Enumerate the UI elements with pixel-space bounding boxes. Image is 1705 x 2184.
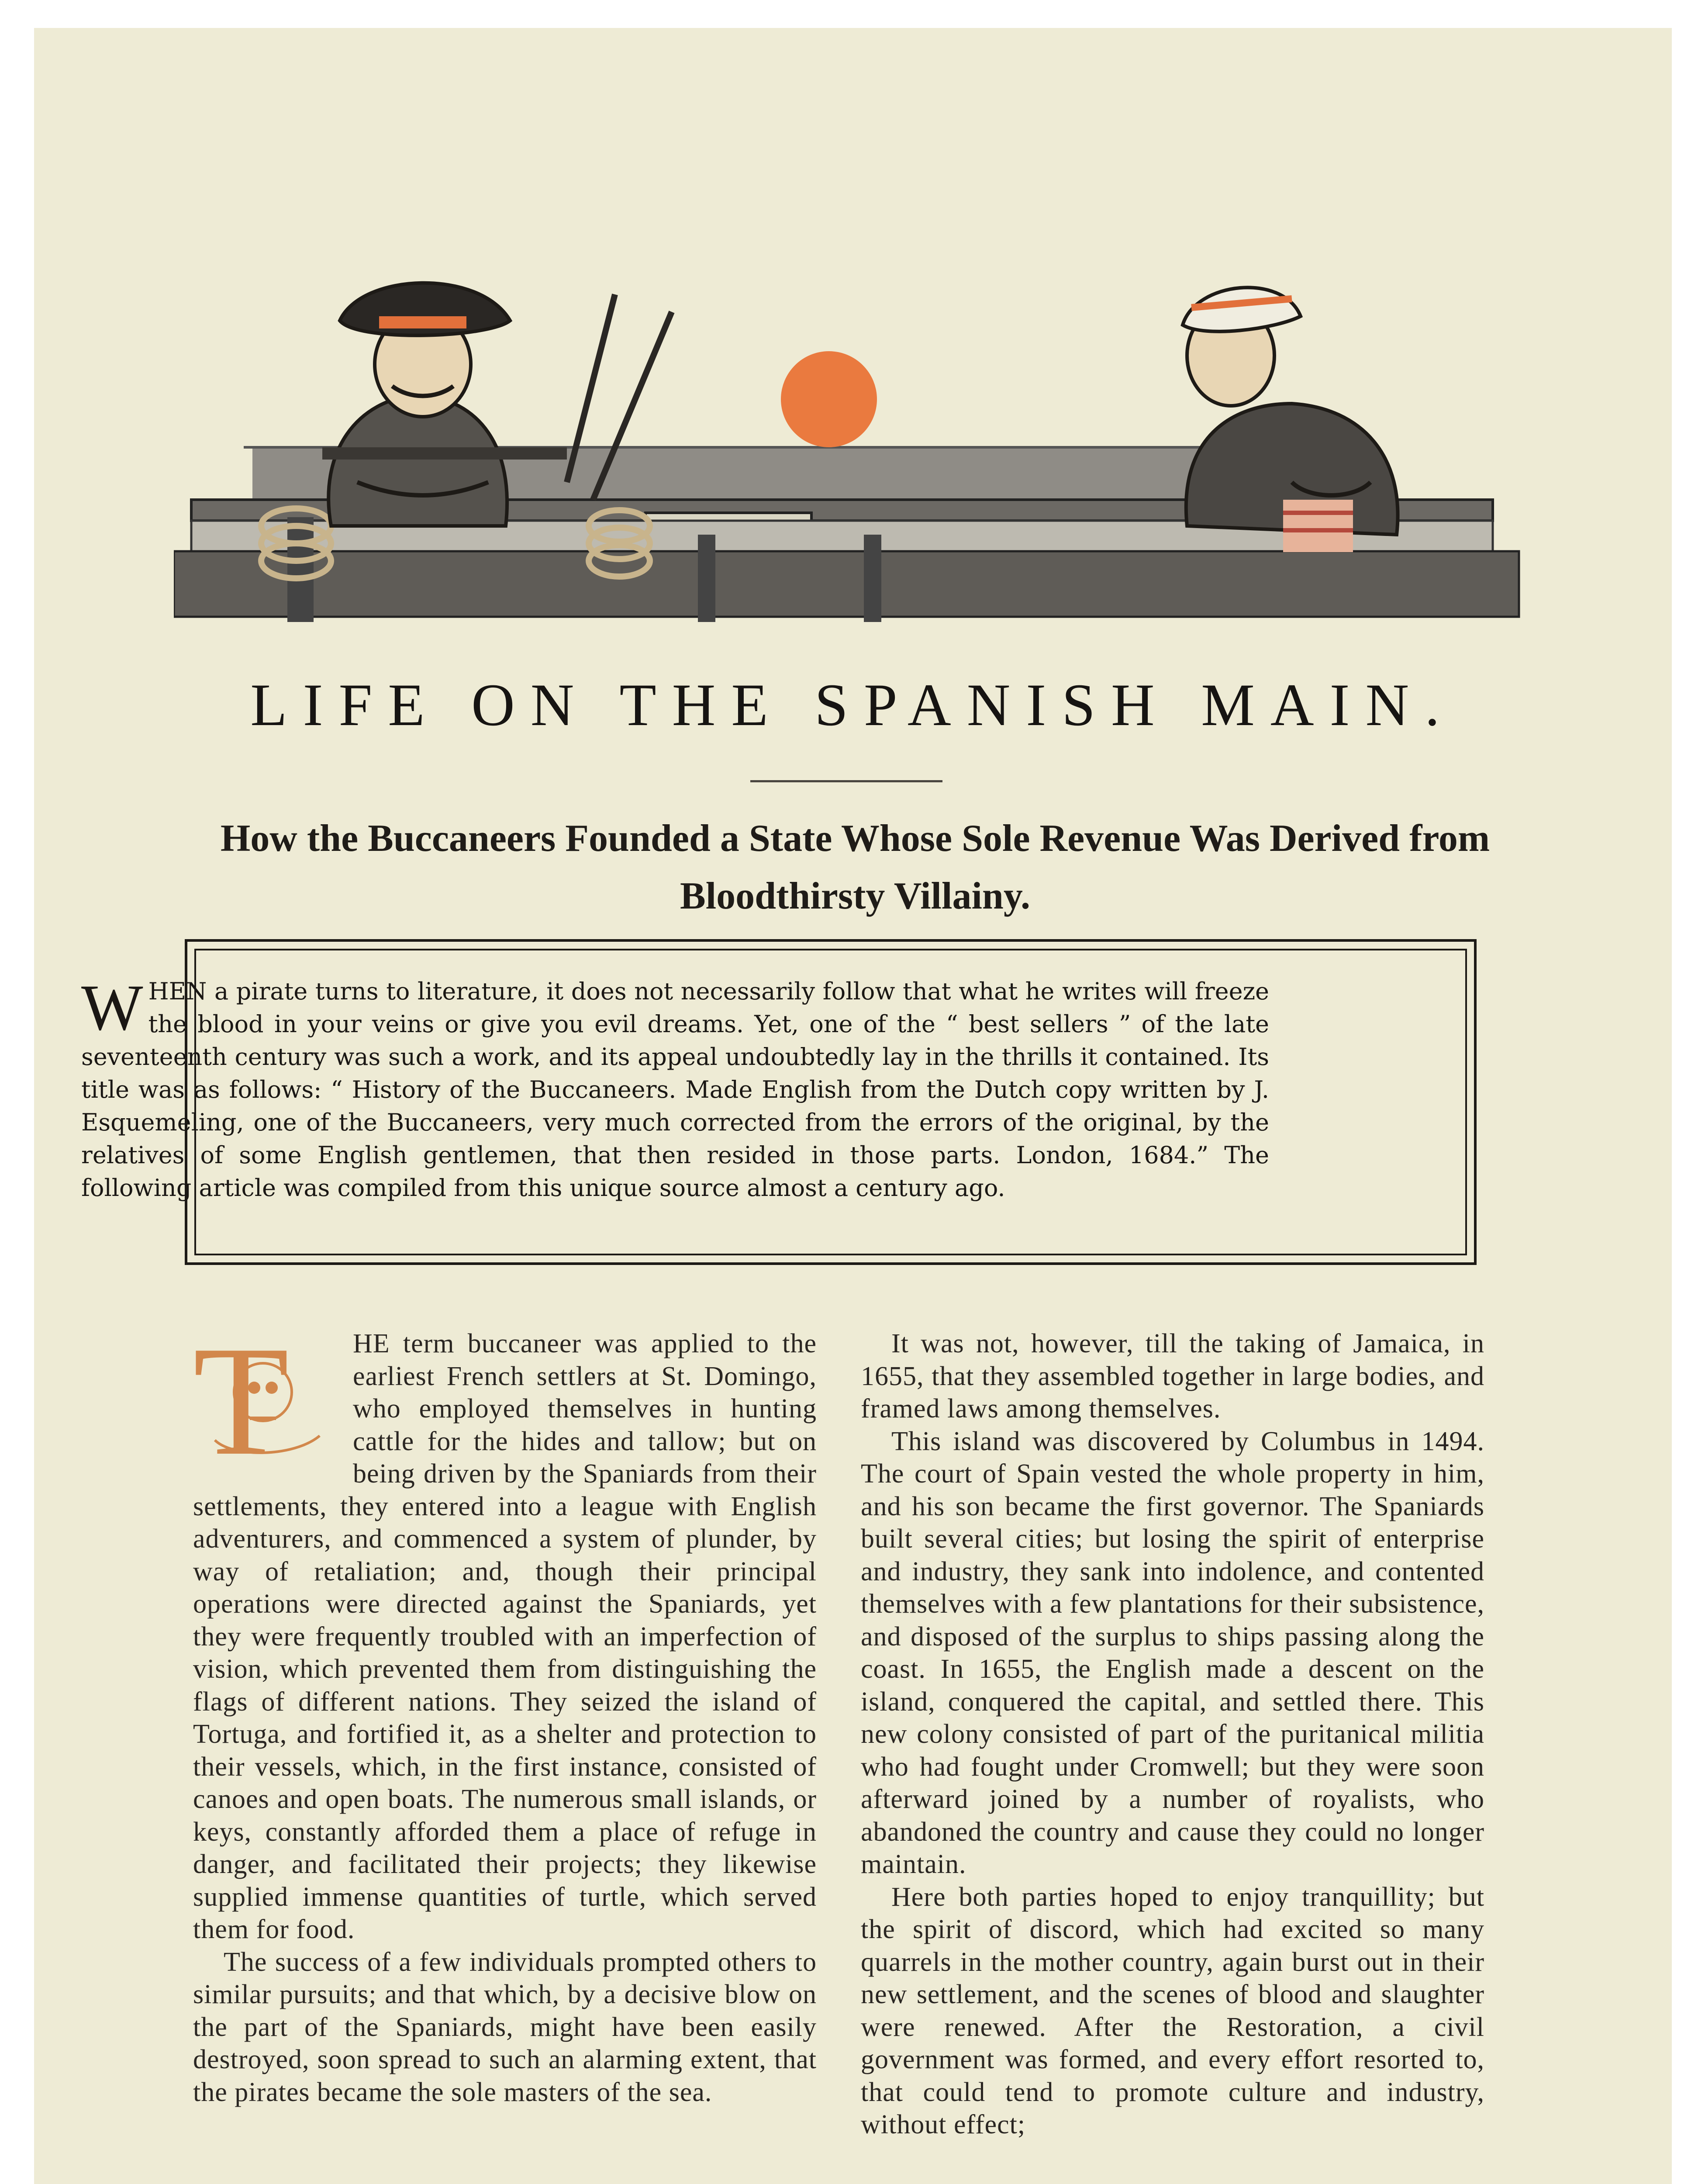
post bbox=[698, 535, 715, 622]
left-paragraph-2: The success of a few individuals prompted others to similar pursuits; and that which, by a decisive blow on the part of the Spaniards, might have been easily destroyed, soon spread to such an alarming extent, that the pirates became the sole masters of the sea. bbox=[193, 1947, 817, 2107]
body-dropcap: T bbox=[193, 1313, 290, 1488]
right-paragraph-3: Here both parties hoped to enjoy tranquillity; but the spirit of discord, which had excited so many quarrels in the mother country, again burst out in their new settlement, and the scenes of blood and slaughter were renewed. After the Restoration, a civil government was formed, and every effort resorted to, that could tend to promote culture and industry, without effect; bbox=[861, 1882, 1484, 2139]
post bbox=[864, 535, 881, 622]
dropcap-illustration bbox=[189, 1313, 346, 1489]
article-subtitle: How the Buccaneers Founded a State Whose Sole Revenue Was Derived from Bloodthirsty Villainy. bbox=[220, 817, 1490, 917]
article-title: LIFE ON THE SPANISH MAIN. bbox=[250, 671, 1456, 738]
pirates-illustration bbox=[174, 255, 1541, 639]
intro-text bbox=[81, 971, 1269, 1204]
deck-lower bbox=[174, 551, 1519, 617]
right-paragraph-2: This island was discovered by Columbus in 1494. The court of Spain vested the whole property in him, and his son became the first governor. The Spaniards built several cities; but losing the spirit of enterprise and industry, they sank into indolence, and contented themselves with a few plantations for their subsistence, and disposed of the surplus to ships passing along the coast. In 1655, the English made a descent on the island, conquered the capital, and settled there. This new colony consisted of part of the puritanical militia who had fought under Cromwell; but they were soon afterward joined by a number of royalists, who abandoned the country and cause they could no longer maintain. bbox=[861, 1426, 1484, 1879]
intro-paragraph: HEN a pirate turns to literature, it does not necessarily follow that what he writes will freeze the blood in your veins or give you evil dreams. Yet, one of the “ best sellers ” of the late seventeenth century was such a work, and its appeal undoubtedly lay in the thrills it contained. Its title was as follows: “ History of the Buccaneers. Made English from the Dutch copy written by J. Esquemeling, one of the Buccaneers, very much corrected from the errors of the original, by the relatives of some English gentlemen, that then resided in those parts. London, 1684.” The following article was compiled from this unique source almost a century ago. bbox=[81, 978, 1269, 1202]
left-column bbox=[193, 1313, 817, 2108]
magazine-page bbox=[34, 28, 1672, 2184]
left-paragraph-1: HE term buccaneer was applied to the earliest French settlers at St. Domingo, who employed themselves in hunting cattle for the hides and tallow; but on being driven by the Spaniards from their settlements, they entered into a league with English adventurers, and commenced a system of plunder, by way of retaliation; and, though their principal operations were directed against the Spaniards, yet they were frequently troubled with an imperfection of vision, which prevented them from distinguishing the flags of different nations. They seized the island of Tortuga, and fortified it, as a shelter and protection to their vessels, which, in the first instance, consisted of canoes and open boats. The numerous small islands, or keys, constantly afforded them a place of refuge in danger, and facilitated their projects; they likewise supplied immense quantities of turtle, which served them for food. bbox=[193, 1329, 817, 1944]
title-divider bbox=[750, 780, 942, 782]
right-paragraph-1: It was not, however, till the taking of Jamaica, in 1655, that they assembled together in large bodies, and framed laws among themselves. bbox=[861, 1329, 1484, 1424]
sun bbox=[781, 351, 877, 447]
post bbox=[287, 517, 314, 622]
right-column bbox=[861, 1327, 1484, 2141]
right-pirate bbox=[1183, 287, 1398, 552]
intro-dropcap: W bbox=[81, 971, 143, 1044]
